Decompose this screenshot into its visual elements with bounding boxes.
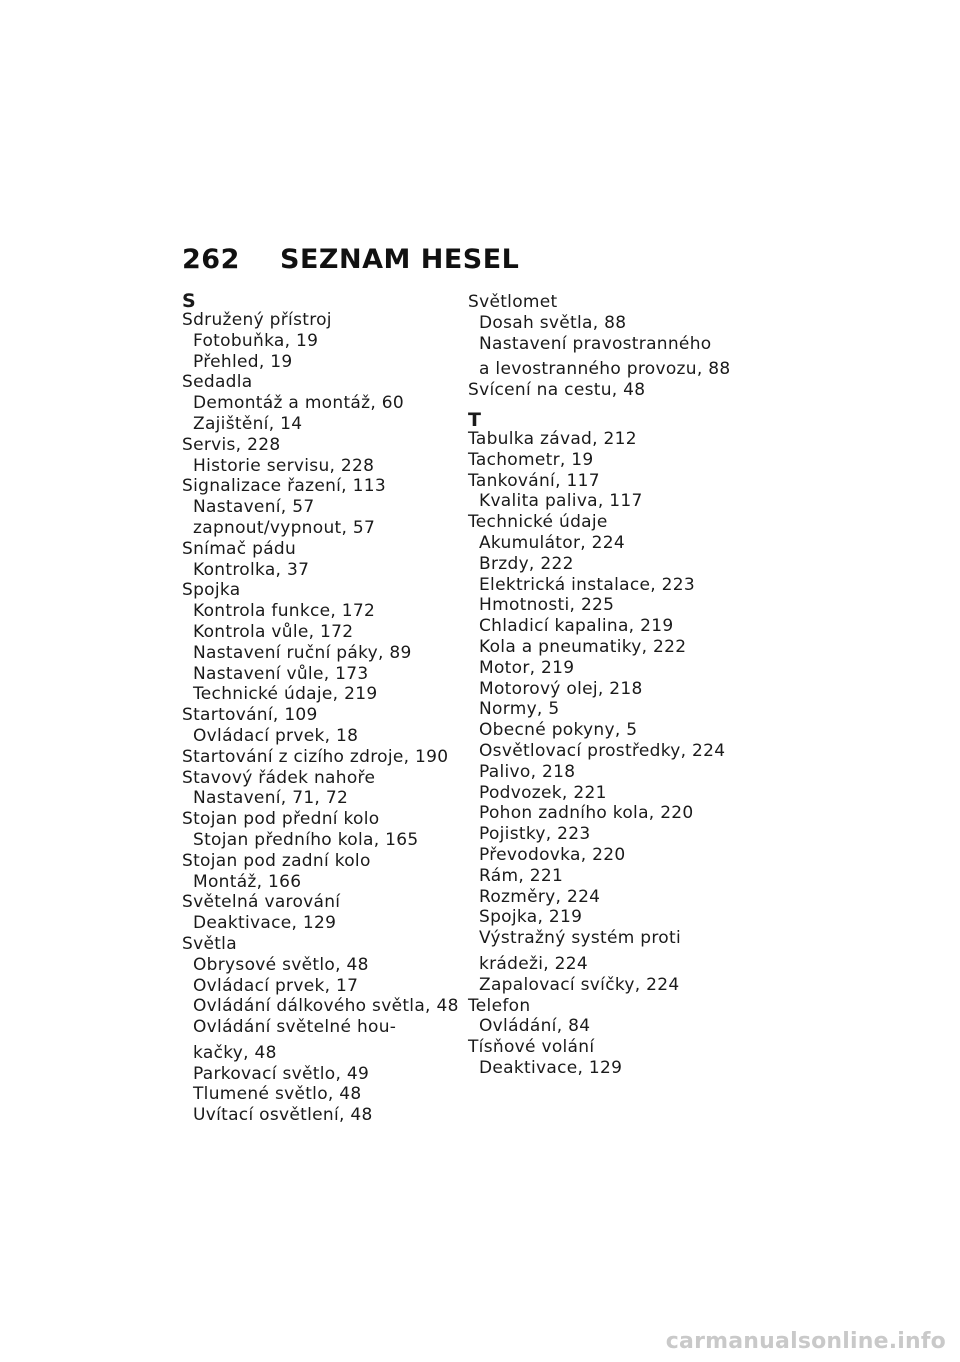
index-subentry: Zapalovací svíčky, 224: [479, 974, 680, 995]
index-entry: Svícení na cestu, 48: [468, 380, 646, 401]
index-subentry: Nastavení ruční páky, 89: [193, 642, 412, 663]
index-subentry: Palivo, 218: [479, 761, 576, 782]
index-subentry: Deaktivace, 129: [479, 1057, 623, 1078]
index-entry: Tabulka závad, 212: [468, 428, 637, 449]
index-entry: Snímač pádu: [182, 538, 297, 559]
index-subentry: Tlumené světlo, 48: [193, 1084, 362, 1105]
index-subentry: Motorový olej, 218: [479, 678, 643, 699]
index-subentry: Nastavení vůle, 173: [193, 663, 369, 684]
index-entry: Startování, 109: [182, 705, 318, 726]
index-subentry: Kvalita paliva, 117: [479, 491, 643, 512]
index-subentry: Stojan předního kola, 165: [193, 829, 419, 850]
index-subentry: Ovládací prvek, 17: [193, 975, 359, 996]
index-entry: Servis, 228: [182, 434, 281, 455]
index-entry: Tísňové volání: [468, 1037, 595, 1058]
index-subentry: Pojistky, 223: [479, 824, 591, 845]
index-subentry: Kontrola funkce, 172: [193, 601, 376, 622]
index-entry: Světelná varování: [182, 892, 341, 913]
index-subentry: Ovládání dálkového světla, 48: [193, 996, 459, 1017]
index-entry: Tachometr, 19: [468, 449, 594, 470]
index-subentry: Brzdy, 222: [479, 553, 574, 574]
index-subentry: zapnout/vypnout, 57: [193, 517, 376, 538]
index-entry: Tankování, 117: [468, 470, 600, 491]
index-subentry-continuation: krádeži, 224: [479, 953, 589, 974]
index-subentry: Akumulátor, 224: [479, 532, 626, 553]
index-subentry: Obecné pokyny, 5: [479, 720, 638, 741]
index-entry: Světlomet: [468, 292, 558, 312]
index-subentry: Technické údaje, 219: [193, 684, 378, 705]
spacer: [468, 401, 748, 411]
index-subentry: Ovládací prvek, 18: [193, 725, 359, 746]
index-column-left: [182, 290, 459, 1126]
index-subentry: Pohon zadního kola, 220: [479, 803, 694, 824]
index-subentry: Rám, 221: [479, 865, 564, 886]
index-entry: Sedadla: [182, 372, 253, 393]
index-subentry: Montáž, 166: [193, 871, 302, 892]
index-entry: Stavový řádek nahoře: [182, 767, 376, 788]
index-subentry: Podvozek, 221: [479, 782, 607, 803]
index-subentry: Výstražný systém proti: [479, 928, 681, 949]
index-entry: Startování z cizího zdroje, 190: [182, 746, 449, 767]
index-subentry: Nastavení, 71, 72: [193, 788, 349, 809]
index-subentry: Kontrolka, 37: [193, 559, 310, 580]
page-number: 262: [182, 244, 240, 275]
index-subentry: Deaktivace, 129: [193, 913, 337, 934]
index-subentry: Obrysové světlo, 48: [193, 954, 369, 975]
index-column-right: [468, 292, 748, 1079]
index-subentry: Elektrická instalace, 223: [479, 574, 695, 595]
index-subentry: Ovládání, 84: [479, 1016, 591, 1037]
index-subentry: Kontrola vůle, 172: [193, 621, 354, 642]
index-subentry: Kola a pneumatiky, 222: [479, 636, 687, 657]
index-entry: Stojan pod přední kolo: [182, 809, 380, 830]
index-subentry: Dosah světla, 88: [479, 312, 627, 333]
index-letter-heading: S: [182, 290, 196, 312]
index-entry: Světla: [182, 933, 237, 954]
index-subentry: Hmotnosti, 225: [479, 595, 615, 616]
index-letter-heading: T: [468, 408, 482, 431]
index-entry: Sdružený přístroj: [182, 310, 332, 330]
index-subentry: Demontáž a montáž, 60: [193, 393, 404, 414]
index-subentry: Rozměry, 224: [479, 886, 601, 907]
index-entry: Stojan pod zadní kolo: [182, 850, 371, 871]
index-entry: Telefon: [468, 995, 531, 1016]
index-subentry-continuation: a levostranného provozu, 88: [479, 359, 731, 380]
index-subentry: Motor, 219: [479, 657, 575, 678]
page-title: SEZNAM HESEL: [280, 244, 520, 275]
page-header: [182, 244, 519, 280]
watermark: carmanualsonline.info: [665, 1329, 946, 1354]
index-subentry: Normy, 5: [479, 699, 560, 720]
index-entry: Spojka: [182, 580, 241, 601]
index-entry: Signalizace řazení, 113: [182, 476, 386, 497]
index-subentry: Uvítací osvětlení, 48: [193, 1105, 373, 1126]
index-subentry: Zajištění, 14: [193, 413, 303, 434]
index-subentry: Nastavení, 57: [193, 497, 315, 518]
index-subentry: Chladicí kapalina, 219: [479, 616, 674, 637]
index-subentry: Nastavení pravostranného: [479, 333, 712, 354]
index-subentry: Přehled, 19: [193, 351, 293, 372]
index-subentry-continuation: kačky, 48: [193, 1042, 277, 1063]
index-subentry: Převodovka, 220: [479, 844, 626, 865]
index-subentry: Osvětlovací prostředky, 224: [479, 740, 726, 761]
index-subentry: Parkovací světlo, 49: [193, 1063, 370, 1084]
index-entry: Technické údaje: [468, 512, 608, 533]
index-subentry: Ovládání světelné hou-: [193, 1017, 397, 1038]
index-subentry: Historie servisu, 228: [193, 455, 375, 476]
index-subentry: Spojka, 219: [479, 907, 583, 928]
index-subentry: Fotobuňka, 19: [193, 330, 319, 351]
